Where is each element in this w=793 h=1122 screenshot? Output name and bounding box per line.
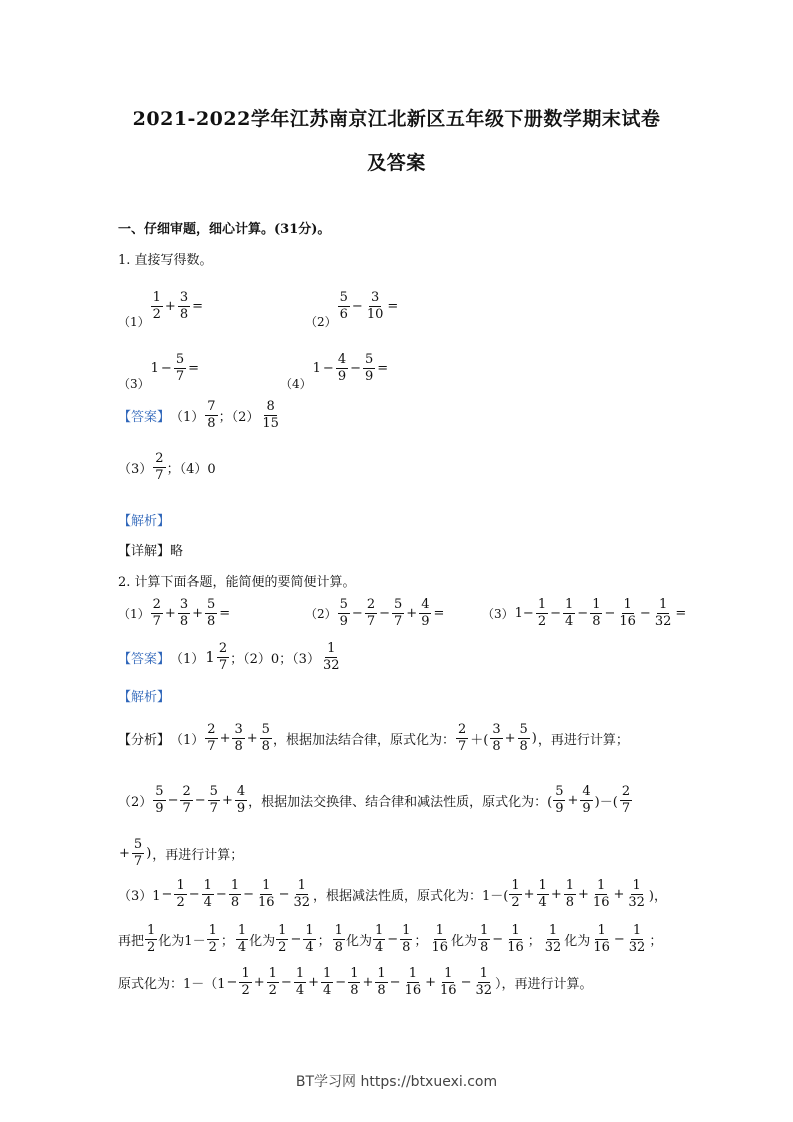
fraction: $\frac{5}{9}$ — [365, 352, 374, 384]
q1-item-1: （1） $\frac{1}{2}$ + $\frac{3}{8}$ = — [118, 290, 204, 329]
page-title-line1: 2021-2022学年江苏南京江北新区五年级下册数学期末试卷 — [132, 108, 661, 130]
section-heading: 一、仔细审题，细心计算。(31分)。 — [118, 222, 331, 237]
fraction: $\frac{5}{7}$ — [175, 352, 185, 384]
q1-detail: 【详解】略 — [118, 544, 184, 559]
q1-analysis-tag: 【解析】 — [118, 514, 171, 529]
fraction: $\frac{3}{8}$ — [179, 290, 189, 322]
item-label: （3） — [118, 377, 150, 391]
q2-analysis-2-cont: + $\frac{5}{7}$ ) ，再进行计算； — [119, 837, 244, 869]
q2-answer: 【答案】 （1） 1 $\frac{2}{7}$ ；（2）0；（3） $\frac{1}{32}$ — [118, 641, 340, 673]
q1-item-4: （4） 1 − $\frac{4}{9}$ − $\frac{5}{9}$ = — [280, 352, 389, 391]
item-label: （4） — [280, 377, 312, 391]
q2-item-1: （1） $\frac{2}{7}$ + $\frac{3}{8}$ + $\frac{5}{8}$ = — [118, 597, 231, 629]
q1-item-3: （3） 1 − $\frac{5}{7}$ = — [118, 352, 200, 391]
q2-analysis-tag: 【解析】 — [118, 690, 171, 705]
question-2-stem: 2. 计算下面各题，能简便的要简便计算。 — [118, 575, 356, 590]
fraction: $\frac{3}{10}$ — [366, 290, 384, 322]
fraction: $\frac{7}{8}$ — [207, 399, 216, 431]
answer-tag: 【答案】 — [118, 651, 171, 667]
fraction: $\frac{5}{6}$ — [339, 290, 348, 322]
fraction: $\frac{8}{15}$ — [262, 399, 279, 431]
q2-analysis-3-line3: 原式化为：1－（1 − $\frac{1}{2}$ + $\frac{1}{2}$ − $\frac{1}{4}$ + $\frac{1}{4}$ − $\frac{1}{8}$ + $\frac{1}{8}$ − $\frac{1}{16}$ + $\frac{1}{16}$ − $\frac{1}{32}$ ），再进行计算。 — [118, 966, 593, 998]
fraction: $\frac{1}{2}$ — [152, 290, 161, 322]
q2-analysis-1: 【分析】 （1） $\frac{2}{7}$ + $\frac{3}{8}$ + $\frac{5}{8}$ ，根据加法结合律，原式化为： $\frac{2}{7}$ ＋( $\frac{3}{8}$ + $\frac{5}{8}$ ) ，再进行计算； — [118, 722, 629, 754]
q2-item-2: （2） $\frac{5}{9}$ − $\frac{2}{7}$ − $\frac{5}{7}$ + $\frac{4}{9}$ = — [305, 597, 445, 629]
question-1-stem: 1. 直接写得数。 — [118, 253, 213, 268]
item-label: （1） — [118, 315, 150, 329]
fraction: $\frac{4}{9}$ — [337, 352, 347, 384]
q1-answer-line2: （3） $\frac{2}{7}$ ；（4）0 — [118, 451, 216, 483]
q1-answer-line1: 【答案】 （1） $\frac{7}{8}$ ；（2） $\frac{8}{15}$ — [118, 399, 279, 431]
q2-analysis-3: （3）1 − $\frac{1}{2}$ − $\frac{1}{4}$ − $\frac{1}{8}$ − $\frac{1}{16}$ − $\frac{1}{32}$ ，根据减法性质，原式化为：1－( $\frac{1}{2}$ + $\frac{1}{4}$ + $\frac{1}{8}$ + $\frac{1}{16}$ + $\frac{1}{32}$ )， — [118, 878, 667, 910]
q1-item-2: （2） $\frac{5}{6}$ − $\frac{3}{10}$ = — [305, 290, 399, 329]
answer-tag: 【答案】 — [118, 409, 171, 425]
q2-analysis-2: （2） $\frac{5}{9}$ − $\frac{2}{7}$ − $\frac{5}{7}$ + $\frac{4}{9}$ ，根据加法交换律、结合律和减法性质，原式化为：( $\frac{5}{9}$ + $\frac{4}{9}$ )－( $\frac{2}{7}$ — [118, 784, 631, 816]
item-label: （2） — [305, 315, 337, 329]
fraction: $\frac{2}{7}$ — [155, 451, 164, 483]
q2-analysis-3-line2: 再把 $\frac{1}{2}$ 化为1－ $\frac{1}{2}$ ； $\frac{1}{4}$ 化为 $\frac{1}{2}$ − $\frac{1}{4}$ ； $\frac{1}{8}$ 化为 $\frac{1}{4}$ − $\frac{1}{8}$ ； $\frac{1}{16}$ 化为 $\frac{1}{8}$ − $\frac{1}{16}$ ； $\frac{1}{32}$ 化为 $\frac{1}{16}$ − $\frac{1}{32}$ ； — [118, 923, 663, 955]
page-title-line2: 及答案 — [367, 152, 426, 174]
page-footer: BT学习网 https://btxuexi.com — [295, 1074, 498, 1090]
q2-item-3: （3） 1− $\frac{1}{2}$ − $\frac{1}{4}$ − $\frac{1}{8}$ − $\frac{1}{16}$ − $\frac{1}{32}$ = — [482, 597, 687, 629]
